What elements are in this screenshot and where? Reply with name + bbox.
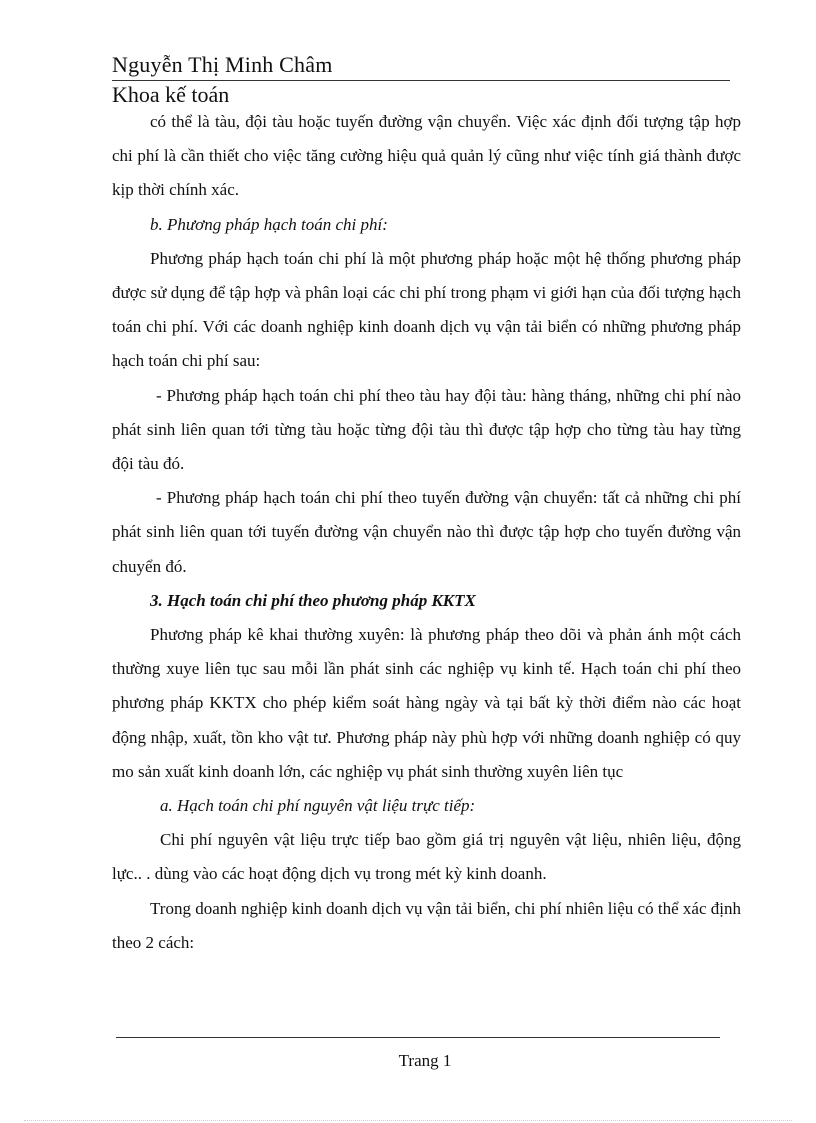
header-divider <box>112 80 730 81</box>
paragraph-2: Phương pháp hạch toán chi phí là một phương pháp hoặc một hệ thống phương pháp được sử dụng để tập hợp và phân loại các chi phí trong phạm vi giới hạn của đối tượng hạch toán chi phí. Với các doanh nghiệp kinh doanh dịch vụ vận tải biển có những phương pháp hạch toán chi phí sau: <box>112 248 741 371</box>
footer-divider <box>116 1037 720 1038</box>
document-body <box>112 105 741 960</box>
paragraph-3: - Phương pháp hạch toán chi phí theo tàu hay đội tàu: hàng tháng, những chi phí nào phát sinh liên quan tới từng tàu hoặc từng đội tàu thì được tập hợp cho từng tàu hay từng đội tàu đó. <box>112 385 741 474</box>
paragraph-1: có thể là tàu, đội tàu hoặc tuyến đường vận chuyển. Việc xác định đối tượng tập hợp chi phí là cần thiết cho việc tăng cường hiệu quả quản lý cũng như việc tính giá thành được kịp thời chính xác. <box>112 112 741 200</box>
section-heading-a: a. Hạch toán chi phí nguyên vật liệu trực tiếp: <box>160 796 476 816</box>
paragraph-4: - Phương pháp hạch toán chi phí theo tuyến đường vận chuyển: tất cả những chi phí phát sinh liên quan tới tuyến đường vận chuyển nào thì được tập hợp cho tuyến đường vận chuyển đó. <box>112 488 741 576</box>
paragraph-6: Chi phí nguyên vật liệu trực tiếp bao gồm giá trị nguyên vật liệu, nhiên liệu, động lực.. . dùng vào các hoạt động dịch vụ trong mét kỳ kinh doanh. <box>112 830 741 884</box>
page-number: Trang 1 <box>398 1051 452 1070</box>
page-bottom-edge <box>24 1120 792 1121</box>
header-department: Khoa kế toán <box>112 82 230 107</box>
paragraph-5: Phương pháp kê khai thường xuyên: là phương pháp theo dõi và phản ánh một cách thường xuye liên tục sau mỗi lần phát sinh các nghiệp vụ kinh tế. Hạch toán chi phí theo phương pháp KKTX cho phép kiểm soát hàng ngày và tại bất kỳ thời điểm nào các hoạt động nhập, xuất, tồn kho vật tư. Phương pháp này phù hợp với những doanh nghiệp có quy mo sản xuất kinh doanh lớn, các nghiệp vụ phát sinh thường xuyên liên tục <box>112 625 741 781</box>
header-author: Nguyễn Thị Minh Châm <box>112 52 333 77</box>
paragraph-7: Trong doanh nghiệp kinh doanh dịch vụ vận tải biển, chi phí nhiên liệu có thể xác định theo 2 cách: <box>112 898 741 952</box>
section-heading-b: b. Phương pháp hạch toán chi phí: <box>150 214 388 234</box>
section-heading-3: 3. Hạch toán chi phí theo phương pháp KKTX <box>150 590 476 610</box>
